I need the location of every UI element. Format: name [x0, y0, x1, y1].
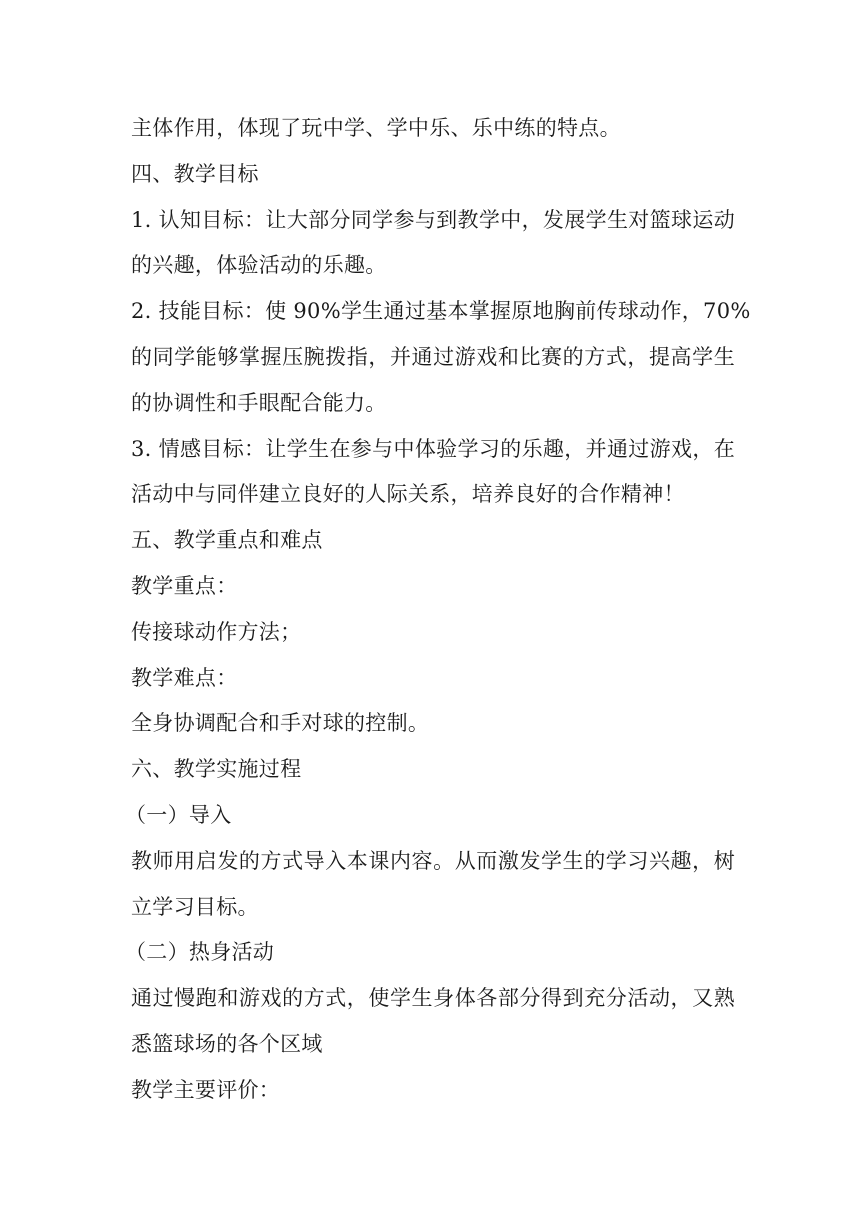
section-heading-teaching-goals: 四、教学目标	[131, 161, 259, 186]
body-text-line: 通过慢跑和游戏的方式，使学生身体各部分得到充分活动，又熟	[131, 986, 735, 1011]
section-heading-implementation: 六、教学实施过程	[131, 757, 302, 782]
body-text-line: 的协调性和手眼配合能力。	[131, 390, 387, 415]
subheading-key-point: 教学重点：	[131, 573, 238, 598]
body-text-line: 的同学能够掌握压腕拨指，并通过游戏和比赛的方式，提高学生	[131, 344, 735, 369]
body-text-line: 悉篮球场的各个区域	[131, 1031, 323, 1056]
subsection-heading-intro: （一）导入	[125, 802, 232, 827]
body-text-line: 教师用启发的方式导入本课内容。从而激发学生的学习兴趣，树	[131, 848, 735, 873]
subsection-heading-warmup: （二）热身活动	[125, 940, 275, 965]
body-text-line: 的兴趣，体验活动的乐趣。	[131, 253, 387, 278]
goal-item-cognitive: 1. 认知目标：让大部分同学参与到教学中，发展学生对篮球运动	[131, 207, 735, 232]
body-text-line: 主体作用，体现了玩中学、学中乐、乐中练的特点。	[131, 116, 621, 140]
body-text-line: 活动中与同伴建立良好的人际关系，培养良好的合作精神！	[131, 482, 685, 507]
goal-item-skill: 2. 技能目标：使 90%学生通过基本掌握原地胸前传球动作，70%	[131, 299, 751, 324]
subheading-difficulty: 教学难点：	[131, 665, 238, 690]
body-text-line: 传接球动作方法；	[131, 619, 302, 644]
subheading-evaluation: 教学主要评价：	[131, 1077, 281, 1102]
document-body	[125, 106, 751, 1114]
goal-item-emotional: 3. 情感目标：让学生在参与中体验学习的乐趣，并通过游戏，在	[131, 436, 735, 461]
body-text-line: 立学习目标。	[131, 894, 259, 919]
body-text-line: 全身协调配合和手对球的控制。	[131, 711, 430, 736]
section-heading-key-points: 五、教学重点和难点	[131, 528, 323, 553]
